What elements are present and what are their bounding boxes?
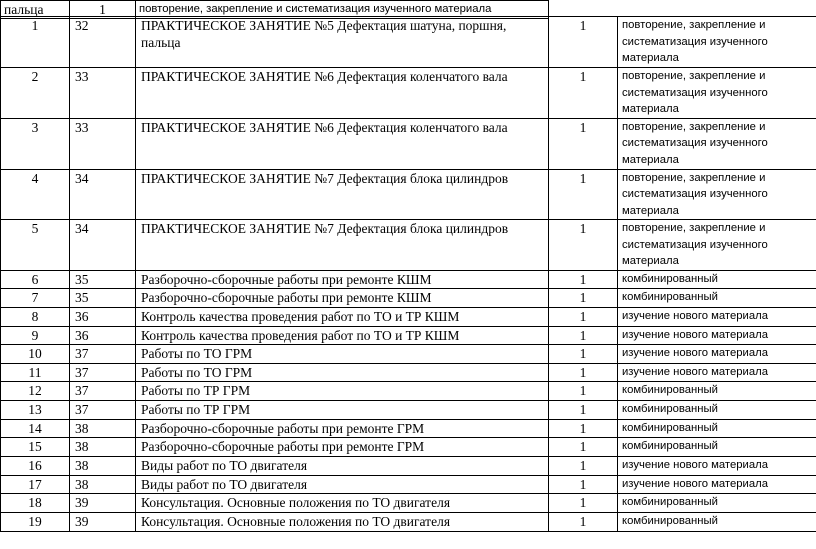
lesson-number: 35 [70,289,136,308]
lesson-topic: ПРАКТИЧЕСКОЕ ЗАНЯТИЕ №7 Дефектация блока цилиндров [136,169,549,220]
lesson-hours: 1 [549,345,618,364]
row-number: 18 [1,494,70,513]
lessons-table-body [1,17,816,532]
lesson-number: 36 [70,327,136,345]
row-number: 9 [1,327,70,345]
table-row [1,118,816,169]
lesson-topic: Контроль качества проведения работ по ТО и ТР КШМ [136,327,549,345]
lesson-topic: ПРАКТИЧЕСКОЕ ЗАНЯТИЕ №5 Дефектация шатуна, поршня, пальца [136,17,549,68]
lesson-topic: Разборочно-сборочные работы при ремонте ГРМ [136,438,549,457]
lesson-topic: Контроль качества проведения работ по ТО и ТР КШМ [136,308,549,327]
lesson-topic: Консультация. Основные положения по ТО двигателя [136,513,549,532]
table-row [1,401,816,420]
lesson-number: 38 [70,438,136,457]
row-number: 7 [1,289,70,308]
lesson-hours: 1 [549,308,618,327]
row-number: 4 [1,169,70,220]
lesson-hours: 1 [549,118,618,169]
lesson-number: 35 [70,271,136,289]
lesson-number: 38 [70,457,136,476]
lesson-number: 32 [70,17,136,68]
lesson-type: комбинированный [618,271,816,289]
row-number: 6 [1,271,70,289]
lesson-topic: Консультация. Основные положения по ТО двигателя [136,494,549,513]
lesson-hours: 1 [549,457,618,476]
lesson-topic: Виды работ по ТО двигателя [136,457,549,476]
lesson-topic: Разборочно-сборочные работы при ремонте КШМ [136,289,549,308]
lesson-type: комбинированный [618,401,816,420]
lesson-topic: Разборочно-сборочные работы при ремонте КШМ [136,271,549,289]
lesson-hours: 1 [549,420,618,438]
table-row [1,438,816,457]
lesson-type: повторение, закрепление и систематизация изученного материала [618,118,816,169]
row-number: 19 [1,513,70,532]
lesson-topic: ПРАКТИЧЕСКОЕ ЗАНЯТИЕ №6 Дефектация коленчатого вала [136,68,549,119]
lesson-type: повторение, закрепление и систематизация изученного материала [618,17,816,68]
lesson-hours: 1 [549,494,618,513]
lesson-number: 34 [70,169,136,220]
lesson-number: 37 [70,401,136,420]
lesson-number: 39 [70,494,136,513]
table-row [1,169,816,220]
lesson-topic: Работы по ТР ГРМ [136,401,549,420]
lesson-hours: 1 [549,513,618,532]
lesson-type: повторение, закрепление и систематизация изученного материала [618,220,816,271]
lesson-type: комбинированный [618,494,816,513]
lesson-number: 38 [70,476,136,494]
lesson-hours: 1 [549,17,618,68]
lesson-hours: 1 [549,401,618,420]
lesson-type: изучение нового материала [618,345,816,364]
lesson-type: повторение, закрепление и систематизация изученного материала [618,68,816,119]
row-number: 16 [1,457,70,476]
lesson-topic: Работы по ТО ГРМ [136,345,549,364]
lesson-topic: Работы по ТР ГРМ [136,382,549,401]
lesson-hours: 1 [549,220,618,271]
lesson-type: комбинированный [618,289,816,308]
lesson-type: повторение, закрепление и систематизация изученного материала [618,169,816,220]
table-row [1,494,816,513]
lessons-table [0,16,816,532]
lesson-number: 33 [70,118,136,169]
lesson-number: 37 [70,364,136,382]
table-row [1,271,816,289]
lesson-hours: 1 [549,169,618,220]
lesson-hours: 1 [549,476,618,494]
top-row-lesson-type: повторение, закрепление и систематизация изученного материала [136,1,549,19]
lesson-type: изучение нового материала [618,327,816,345]
lesson-topic: Виды работ по ТО двигателя [136,476,549,494]
lesson-type: изучение нового материала [618,308,816,327]
lesson-number: 34 [70,220,136,271]
row-number: 10 [1,345,70,364]
row-number: 11 [1,364,70,382]
table-row [1,364,816,382]
lesson-hours: 1 [549,289,618,308]
lesson-type: комбинированный [618,438,816,457]
table-row [1,382,816,401]
table-row [1,68,816,119]
table-row [1,220,816,271]
lesson-topic: ПРАКТИЧЕСКОЕ ЗАНЯТИЕ №6 Дефектация коленчатого вала [136,118,549,169]
table-row [1,513,816,532]
row-number: 15 [1,438,70,457]
table-row [1,457,816,476]
lesson-hours: 1 [549,271,618,289]
lesson-number: 39 [70,513,136,532]
lesson-type: изучение нового материала [618,457,816,476]
lesson-number: 37 [70,382,136,401]
row-number: 5 [1,220,70,271]
top-row-name: пальца [1,1,70,19]
lesson-hours: 1 [549,438,618,457]
lesson-type: комбинированный [618,382,816,401]
table-row [1,345,816,364]
lesson-number: 37 [70,345,136,364]
table-row [1,289,816,308]
lesson-hours: 1 [549,68,618,119]
row-number: 1 [1,17,70,68]
row-number: 17 [1,476,70,494]
lesson-type: комбинированный [618,513,816,532]
lesson-hours: 1 [549,364,618,382]
lesson-number: 38 [70,420,136,438]
row-number: 8 [1,308,70,327]
lesson-topic: ПРАКТИЧЕСКОЕ ЗАНЯТИЕ №7 Дефектация блока цилиндров [136,220,549,271]
table-row [1,420,816,438]
lesson-type: изучение нового материала [618,476,816,494]
top-row-hours: 1 [70,1,136,19]
table-row [1,17,816,68]
table-row [1,308,816,327]
row-number: 13 [1,401,70,420]
lesson-topic: Работы по ТО ГРМ [136,364,549,382]
row-number: 12 [1,382,70,401]
lesson-type: комбинированный [618,420,816,438]
lesson-number: 33 [70,68,136,119]
lesson-hours: 1 [549,327,618,345]
row-number: 3 [1,118,70,169]
lesson-topic: Разборочно-сборочные работы при ремонте ГРМ [136,420,549,438]
lesson-type: изучение нового материала [618,364,816,382]
table-row [1,476,816,494]
lesson-hours: 1 [549,382,618,401]
lesson-number: 36 [70,308,136,327]
row-number: 2 [1,68,70,119]
table-row [1,327,816,345]
row-number: 14 [1,420,70,438]
